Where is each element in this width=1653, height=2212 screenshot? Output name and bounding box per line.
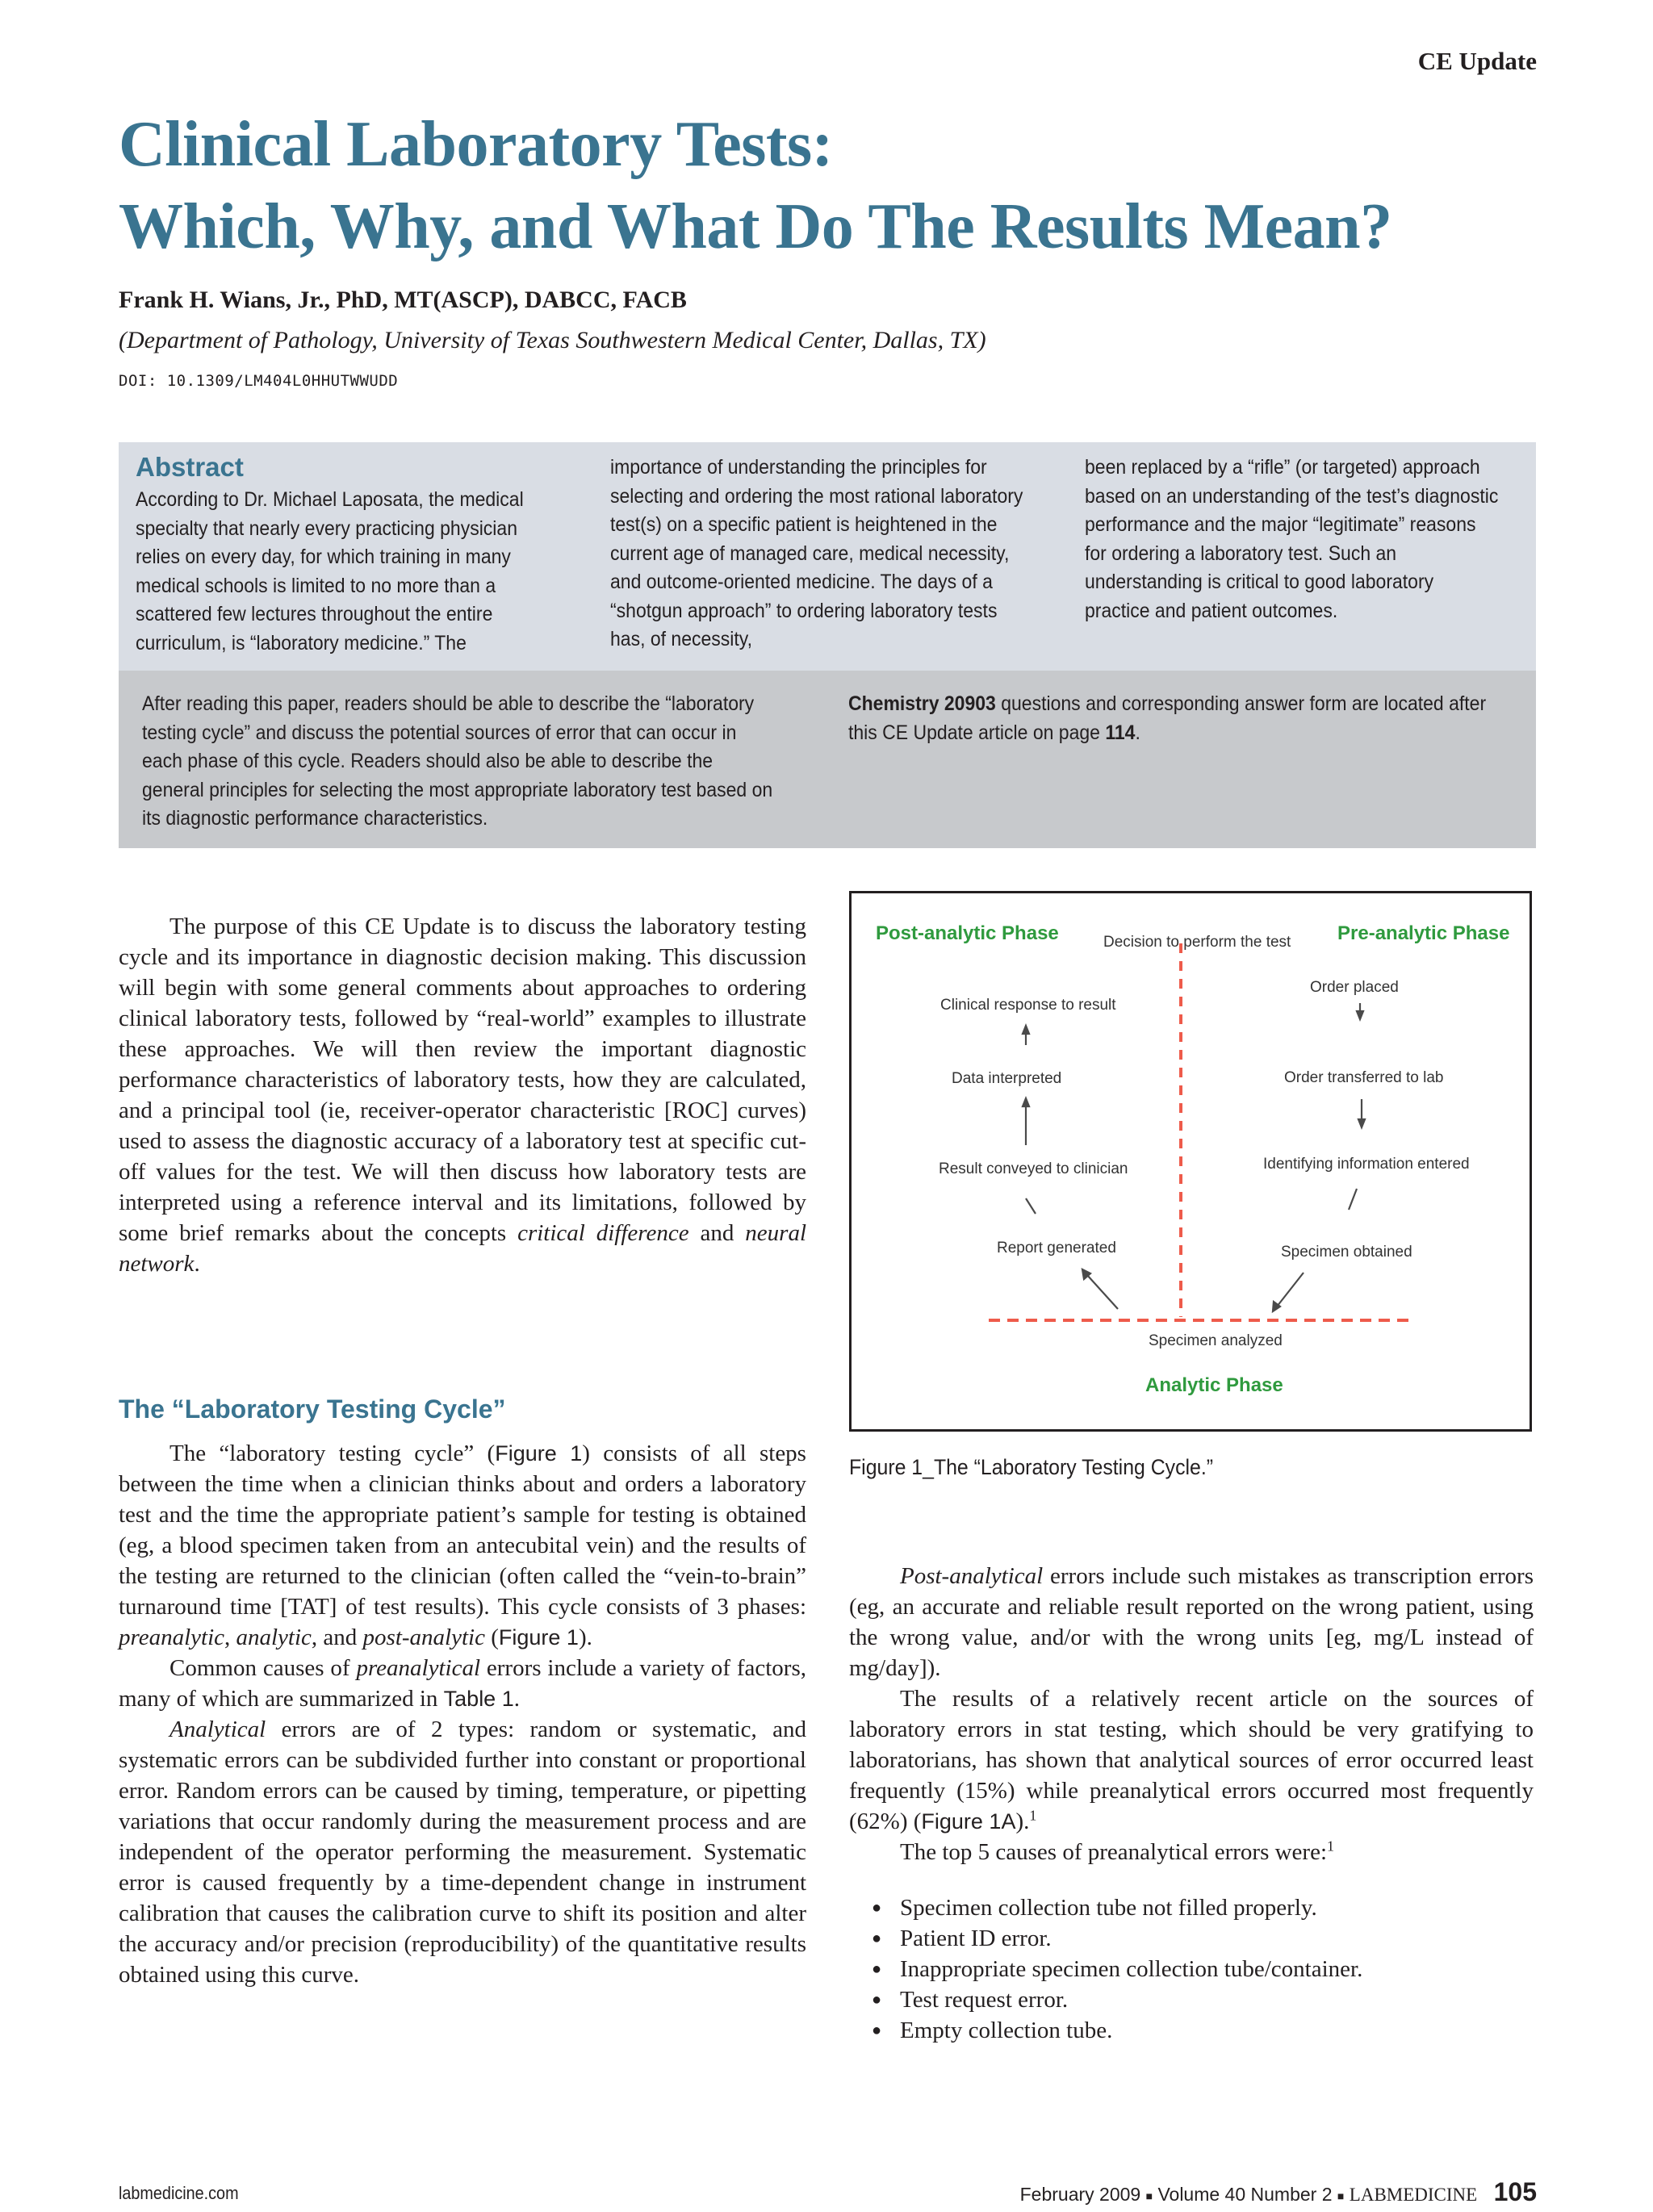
objectives-text: After reading this paper, readers should be able to describe the “laboratory testing cycle” and discuss the potential sources of error that can occur in each phase of this cycle. Readers should also be able to describe the general principles for selecting the most appropriate laboratory test based on its diagnostic performance characteristics. [142, 692, 773, 830]
section-heading: The “Laboratory Testing Cycle” [119, 1395, 506, 1424]
objectives [142, 690, 777, 834]
s1p1-b: ) consists of all steps between the time when a clinician thinks about and orders a laboratory test and the time the appropriate patient’s sample for testing is obtained (eg, a blood specimen taken from an antecubital vein) and the results of the testing are returned to the clinician (often called the “vein-to-brain” turnaround time [TAT] of test results). This cycle consists of 3 phases: [119, 1441, 806, 1620]
s1p1-em3: post-analytic [362, 1625, 485, 1650]
s1p1-c: , [224, 1625, 236, 1650]
figure-1-link[interactable]: Figure 1 [495, 1441, 583, 1466]
questions-text [848, 690, 1494, 747]
rcp2-a: The results of a relatively recent article on the sources of laboratory errors in stat testing, which should be very gratifying to laboratorians, has shown that analytical sources of error occurred least frequently (15%) while preanalytical errors occurred most frequently (62%) ( [849, 1686, 1534, 1834]
post-analytic-phase-label: Post-analytic Phase [876, 922, 1059, 944]
abstract-text-1: According to Dr. Michael Laposata, the medical specialty that nearly every practicing physician relies on every day, for which training in many medical schools is limited to no more than a scattered few lectures throughout the entire curriculum, is “laboratory medicine.” The [136, 488, 524, 654]
intro-text: The purpose of this CE Update is to discuss the laboratory testing cycle and its importance in diagnostic decision making. This discussion will begin with some general comments about approaches to ordering clinical laboratory tests, followed by “real-world” examples to illustrate these approaches. We will then review the important diagnostic performance characteristics of laboratory tests, how they are calculated, and a principal tool (ie, receiver-operator characteristic [ROC] curves) used to assess the diagnostic accuracy of a laboratory test at specific cut-off values for the test. We will then discuss how laboratory tests are interpreted using a reference interval and its limitations, followed by some brief remarks about the concepts [119, 914, 806, 1246]
s1p2-c: . [513, 1686, 520, 1712]
order-transferred-label: Order transferred to lab [1284, 1069, 1444, 1086]
citation-1[interactable]: 1 [1029, 1807, 1037, 1824]
specimen-analyzed-label: Specimen analyzed [1149, 1332, 1283, 1349]
intro-and: and [688, 1220, 746, 1246]
list-item: ● Test request error. [849, 1984, 1534, 2015]
footer-website[interactable]: labmedicine.com [119, 2183, 239, 2203]
s1p1-e: ( [484, 1625, 499, 1650]
list-item: ● Inappropriate specimen collection tube/container. [849, 1954, 1534, 1984]
questions-note [848, 690, 1494, 747]
footer-issue-info [1020, 2177, 1537, 2207]
rcp1-b: errors include such mistakes as transcription errors (eg, an accurate and reliable result reported on the wrong patient, using the wrong value, and/or with the wrong units [eg, mg/L instead of mg/day]). [849, 1563, 1534, 1681]
questions-course: Chemistry 20903 [848, 692, 996, 715]
abstract-col-2 [610, 454, 1026, 654]
s1p2-em: preanalytical [356, 1655, 481, 1681]
author: Frank H. Wians, Jr., PhD, MT(ASCP), DABCC, FACB [119, 286, 687, 313]
abstract-text-3: been replaced by a “rifle” (or targeted) approach based on an understanding of the test’s diagnostic performance and the major “legitimate” reasons for ordering a laboratory test. Such an understanding is critical to good laboratory practice and patient outcomes. [1085, 456, 1499, 622]
separator-square-icon: ■ [1337, 2189, 1345, 2202]
order-placed-label: Order placed [1310, 979, 1399, 996]
result-conveyed-label: Result conveyed to clinician [939, 1160, 1128, 1177]
s1p1-d: , and [311, 1625, 363, 1650]
results-paragraph [849, 1683, 1534, 1837]
list-item: ● Empty collection tube. [849, 2015, 1534, 2046]
s1p1-em2: analytic [236, 1625, 312, 1650]
section1-p1 [119, 1438, 806, 1653]
questions-page-link[interactable]: 114 [1105, 721, 1136, 744]
abstract-heading: Abstract [136, 452, 244, 482]
arrow-obtained-to-analyzed [1277, 1273, 1304, 1307]
rcp3-text: The top 5 causes of preanalytical errors were: [900, 1839, 1328, 1865]
decision-label: Decision to perform the test [1103, 934, 1291, 951]
arrow-head-2 [1023, 1098, 1029, 1106]
figure-1a-link[interactable]: Figure 1A [921, 1809, 1016, 1834]
data-interpreted-label: Data interpreted [952, 1070, 1062, 1087]
intro [119, 911, 806, 1279]
arrow-head-6 [1358, 1119, 1365, 1127]
rcp1-em: Post-analytical [900, 1563, 1044, 1589]
arrow-head-5 [1357, 1011, 1363, 1019]
page-number: 105 [1493, 2177, 1537, 2206]
citation-1b[interactable]: 1 [1327, 1838, 1335, 1854]
s1p3-em: Analytical [169, 1716, 266, 1742]
report-generated-label: Report generated [997, 1240, 1116, 1257]
s1p3-b: errors are of 2 types: random or systematic, and systematic errors can be subdivided further into constant or proportional error. Random errors can be caused by timing, temperature, or pipetting variations that occur randomly during the measurement process and are independent of the operator performing the measurement. Systematic error is caused frequently by a time-dependent change in instrument calibration that causes the calibration curve to shift its position and alter the accuracy and/or precision (reproducibility) of the quantitative results obtained using this curve. [119, 1716, 806, 1988]
abstract-text-2: importance of understanding the principles for selecting and ordering the most rational laboratory test(s) on a specific patient is heightened in the current age of managed care, medical necessity, and outcome-oriented medicine. The days of a “shotgun approach” to ordering laboratory tests has, of necessity, [610, 456, 1023, 650]
separator-square-icon: ■ [1145, 2189, 1153, 2202]
figure-1-link-2[interactable]: Figure 1 [498, 1625, 579, 1650]
table-1-link[interactable]: Table 1 [443, 1687, 514, 1711]
doi[interactable]: DOI: 10.1309/LM404L0HHUTWWUDD [119, 372, 399, 390]
s1p1-f: ). [578, 1625, 592, 1650]
section1-p3 [119, 1714, 806, 1990]
post-analytical-paragraph [849, 1561, 1534, 1683]
arrow-analyzed-to-report [1087, 1275, 1118, 1309]
intro-paragraph [119, 911, 806, 1279]
intro-em-2: neural network [119, 1220, 806, 1277]
intro-em-1: critical difference [517, 1220, 689, 1246]
section1-body [119, 1438, 806, 1990]
s1p2-a: Common causes of [169, 1655, 357, 1681]
footer-issue: February 2009 [1019, 2184, 1141, 2205]
title-line-2: Which, Why, and What Do The Results Mean? [119, 191, 1392, 262]
footer-volume: Volume 40 Number 2 [1157, 2184, 1333, 2205]
questions-end: . [1135, 721, 1140, 744]
abstract-col-1 [136, 486, 551, 658]
arrow-identifying-to-obtained [1349, 1189, 1357, 1210]
section-label: CE Update [1417, 47, 1537, 75]
s1p1-a: The “laboratory testing cycle” ( [169, 1441, 496, 1466]
s1p2-b: errors include a variety of factors, many of which are summarized in [119, 1655, 806, 1712]
clinical-response-label: Clinical response to result [940, 997, 1116, 1014]
pre-analytic-phase-label: Pre-analytic Phase [1337, 922, 1510, 944]
questions-body: questions and corresponding answer form are located after this CE Update article on page [848, 692, 1487, 744]
s1p1-em1: preanalytic [119, 1625, 224, 1650]
top-causes-paragraph [849, 1837, 1534, 1867]
identifying-info-label: Identifying information entered [1263, 1156, 1470, 1173]
right-column-body [849, 1561, 1534, 2046]
list-item: ● Specimen collection tube not filled properly. [849, 1892, 1534, 1923]
abstract-col-3 [1085, 454, 1500, 625]
figure-1-diagram [852, 893, 1530, 1429]
list-item: ● Patient ID error. [849, 1923, 1534, 1954]
section1-p2 [119, 1653, 806, 1714]
rcp2-b: ). [1015, 1808, 1030, 1834]
analytic-phase-label: Analytic Phase [1145, 1374, 1283, 1396]
article-title [119, 103, 1571, 268]
arrow-report-to-result [1026, 1198, 1036, 1214]
figure-1 [849, 891, 1532, 1432]
figure-1-caption: Figure 1_The “Laboratory Testing Cycle.” [849, 1455, 1214, 1479]
preanalytical-errors-list [849, 1892, 1534, 2046]
title-line-1: Clinical Laboratory Tests: [119, 109, 833, 180]
arrow-head-1 [1023, 1026, 1029, 1034]
specimen-obtained-label: Specimen obtained [1281, 1244, 1412, 1261]
affiliation: (Department of Pathology, University of Texas Southwestern Medical Center, Dallas, TX) [119, 327, 986, 353]
intro-end: . [194, 1251, 200, 1277]
footer-journal: LABMEDICINE [1349, 2185, 1478, 2205]
